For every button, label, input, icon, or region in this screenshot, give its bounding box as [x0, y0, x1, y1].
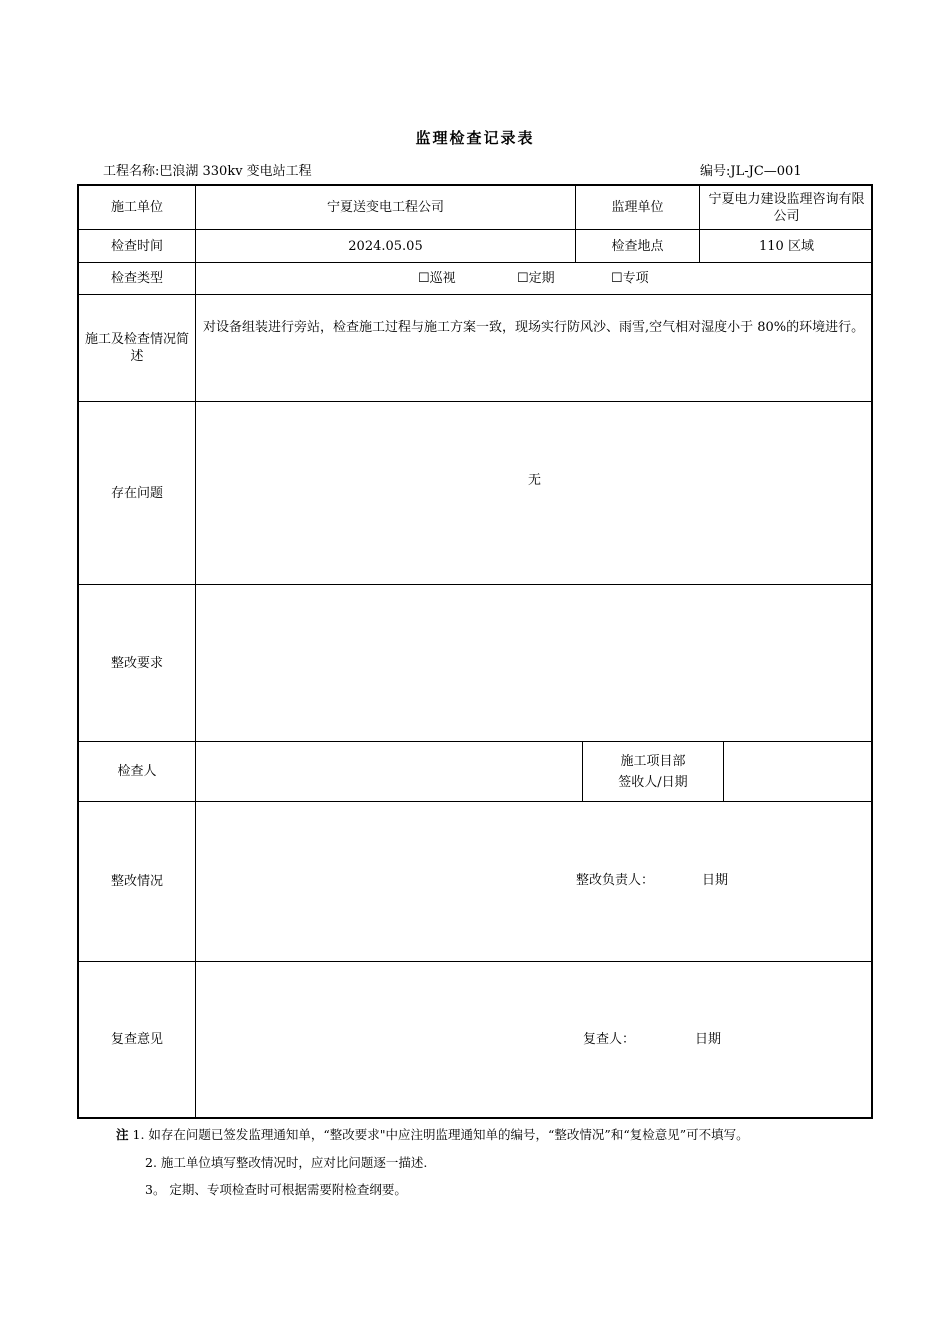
note-line-1 [116, 1125, 749, 1143]
description-label: 施工及检查情况简述 [84, 332, 189, 364]
department-sign-field[interactable] [724, 742, 873, 801]
row-divider [79, 262, 873, 263]
note-line-3: 3。 定期、专项检查时可根据需要附检查纲要。 [145, 1182, 407, 1197]
construction-unit-value[interactable]: 宁夏送变电工程公司 [326, 200, 444, 215]
page-title: 监理检查记录表 [415, 129, 535, 147]
check-type-label: 检查类型 [110, 271, 163, 286]
supervision-unit-label: 监理单位 [611, 200, 664, 215]
project-name: 工程名称:巴浪湖 330kv 变电站工程 [103, 164, 312, 179]
department-sign-label: 施工项目部 签收人/日期 [618, 753, 688, 790]
check-type-special-checkbox[interactable]: ☐专项 [611, 271, 649, 286]
check-place-label: 检查地点 [611, 238, 664, 254]
rectify-person-label: 整改负责人： [576, 873, 655, 888]
inspector-label: 检查人 [117, 764, 157, 779]
inspection-form [77, 184, 873, 1119]
construction-unit-label: 施工单位 [110, 200, 163, 215]
review-date-label: 日期 [695, 1032, 722, 1047]
rectify-status-label: 整改情况 [110, 874, 163, 889]
check-time-value[interactable]: 2024.05.05 [348, 238, 423, 254]
rectify-requirement-field[interactable] [196, 585, 873, 741]
supervision-unit-value[interactable]: 宁夏电力建设监理咨询有限公司 [708, 191, 865, 224]
document-number: 编号:JL-JC—001 [700, 164, 802, 179]
inspector-field[interactable] [196, 742, 582, 801]
row-divider [79, 294, 873, 295]
rectify-requirement-label: 整改要求 [110, 655, 163, 671]
note-line-2: 2. 施工单位填写整改情况时，应对比问题逐一描述. [145, 1155, 428, 1170]
check-type-patrol-checkbox[interactable]: ☐巡视 [418, 271, 456, 286]
row-divider [79, 961, 873, 962]
row-divider [79, 401, 873, 402]
check-time-label: 检查时间 [110, 238, 163, 254]
review-label: 复查意见 [110, 1032, 163, 1047]
reviewer-label: 复查人： [583, 1032, 636, 1047]
check-place-value[interactable]: 110 区域 [759, 238, 814, 254]
note-prefix: 注 [116, 1127, 129, 1142]
row-divider [79, 801, 873, 802]
problems-value[interactable]: 无 [528, 473, 542, 488]
check-type-periodic-checkbox[interactable]: ☐定期 [517, 271, 555, 286]
problems-label: 存在问题 [110, 485, 163, 501]
note-text-1: 1. 如存在问题已签发监理通知单，“整改要求"中应注明监理通知单的编号，“整改情况”和“复检意见”可不填写。 [132, 1127, 749, 1142]
description-value[interactable]: 对设备组装进行旁站，检查施工过程与施工方案一致，现场实行防风沙、雨雪,空气相对湿度小于 80%的环境进行。 [203, 320, 865, 335]
rectify-date-label: 日期 [702, 873, 729, 888]
